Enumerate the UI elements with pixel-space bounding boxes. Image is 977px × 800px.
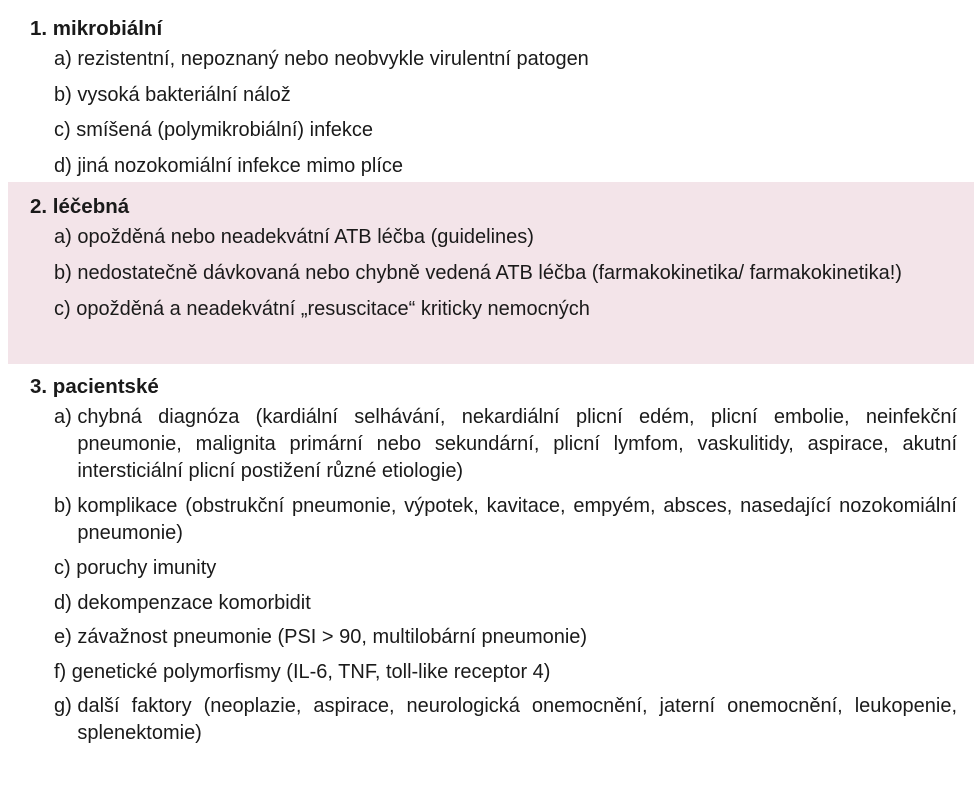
list-item <box>30 624 977 651</box>
list-item <box>30 555 977 582</box>
section-heading: 1. mikrobiální <box>30 17 163 40</box>
section-patient <box>0 364 977 747</box>
item-letter: c) <box>54 119 77 141</box>
item-letter: a) <box>54 406 78 428</box>
item-text: poruchy imunity <box>76 557 217 579</box>
section-therapeutic <box>8 182 974 364</box>
list-item <box>30 153 977 180</box>
item-letter: g) <box>54 695 78 717</box>
list-item <box>30 693 977 747</box>
item-letter: e) <box>54 626 78 648</box>
item-text: genetické polymorfismy (IL-6, TNF, toll-like receptor 4) <box>71 660 551 683</box>
item-text: závažnost pneumonie (PSI > 90, multilobární pneumonie) <box>77 626 588 648</box>
item-text: komplikace (obstrukční pneumonie, výpotek, kavitace, empyém, absces, nasedající nozokomiální pneumonie) <box>77 495 957 544</box>
list-item <box>30 260 974 287</box>
list-item <box>30 46 977 73</box>
item-letter: a) <box>54 48 78 70</box>
item-text: rezistentní, nepoznaný nebo neobvykle virulentní patogen <box>77 48 589 70</box>
section-heading: 3. pacientské <box>30 375 159 398</box>
item-text: opožděná nebo neadekvátní ATB léčba (guidelines) <box>77 226 534 248</box>
item-letter: b) <box>54 261 78 284</box>
item-letter: a) <box>54 226 78 248</box>
item-letter: c) <box>54 297 77 320</box>
item-letter: d) <box>54 591 78 614</box>
list-item <box>30 117 977 144</box>
list-item <box>30 659 977 686</box>
item-letter: f) <box>54 660 72 683</box>
item-text: chybná diagnóza (kardiální selhávání, nekardiální plicní edém, plicní embolie, neinfekční pneumonie, malignita primární nebo sekundární, plicní lymfom, vaskulitidy, aspirace, akutní intersticiální plicní postižení různé etiologie) <box>77 406 957 482</box>
item-text: vysoká bakteriální nálož <box>77 83 291 106</box>
section-microbial <box>0 0 977 182</box>
item-text: opožděná a neadekvátní „resuscitace“ kriticky nemocných <box>76 297 590 320</box>
item-text: nedostatečně dávkovaná nebo chybně vedená ATB léčba (farmakokinetika/ farmakokinetika!) <box>77 261 902 284</box>
list-item <box>30 82 977 109</box>
item-letter: c) <box>54 557 77 579</box>
item-text: smíšená (polymikrobiální) infekce <box>76 119 373 141</box>
list-item <box>30 224 974 251</box>
item-letter: d) <box>54 154 78 177</box>
item-text: další faktory (neoplazie, aspirace, neurologická onemocnění, jaterní onemocnění, leukopenie, splenektomie) <box>77 695 957 744</box>
list-item <box>30 590 977 617</box>
list-item <box>30 493 977 547</box>
list-item <box>30 404 977 485</box>
list-item <box>30 296 974 323</box>
item-text: jiná nozokomiální infekce mimo plíce <box>77 154 404 177</box>
section-heading: 2. léčebná <box>30 195 130 218</box>
item-letter: b) <box>54 495 78 517</box>
item-letter: b) <box>54 83 78 106</box>
item-text: dekompenzace komorbidit <box>77 591 311 614</box>
